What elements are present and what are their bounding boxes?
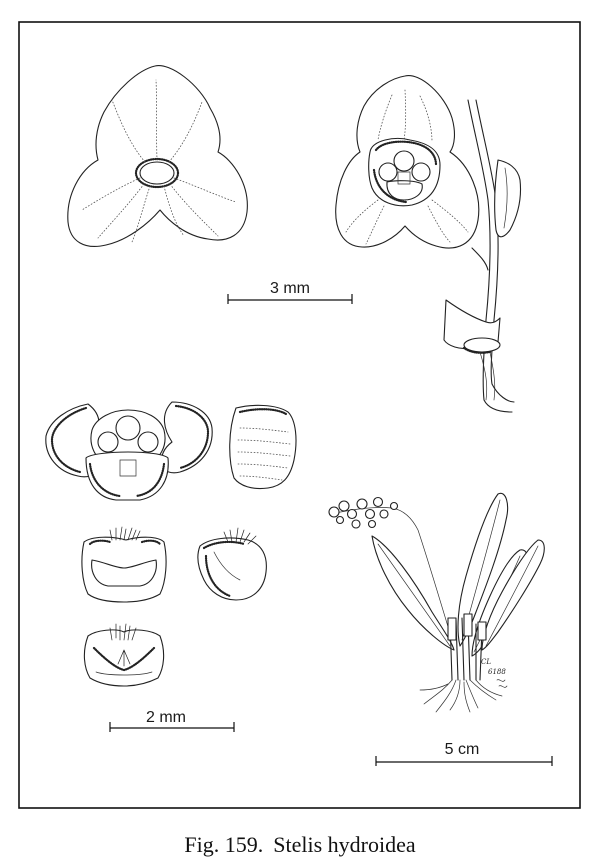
artist-date: 6188 xyxy=(488,668,506,676)
stem-with-leaf-drawing xyxy=(444,100,521,412)
whole-plant-habit-drawing xyxy=(329,493,544,712)
flower-front-view-drawing xyxy=(336,76,479,248)
column-drawing xyxy=(84,624,163,686)
figure-species-name: Stelis hydroidea xyxy=(273,832,416,857)
scale-label-5cm: 5 cm xyxy=(444,741,480,758)
raceme-flowers xyxy=(329,498,398,529)
figure-number: Fig. 159. xyxy=(184,832,264,857)
artist-initials: CL xyxy=(481,658,492,666)
single-petal-drawing xyxy=(230,405,296,488)
scale-bar-2mm xyxy=(110,709,234,732)
scale-label-2mm: 2 mm xyxy=(146,709,186,726)
scale-bar-3mm xyxy=(228,280,352,304)
scale-bar-5cm xyxy=(376,741,552,766)
flattened-sepals-drawing xyxy=(68,66,248,247)
figure-caption xyxy=(184,832,415,857)
lip-front-view-drawing xyxy=(82,527,166,602)
lip-side-view-drawing xyxy=(198,528,266,600)
scale-label-3mm: 3 mm xyxy=(270,280,310,297)
artist-signature xyxy=(481,658,507,687)
petals-and-lip-drawing xyxy=(46,402,212,500)
